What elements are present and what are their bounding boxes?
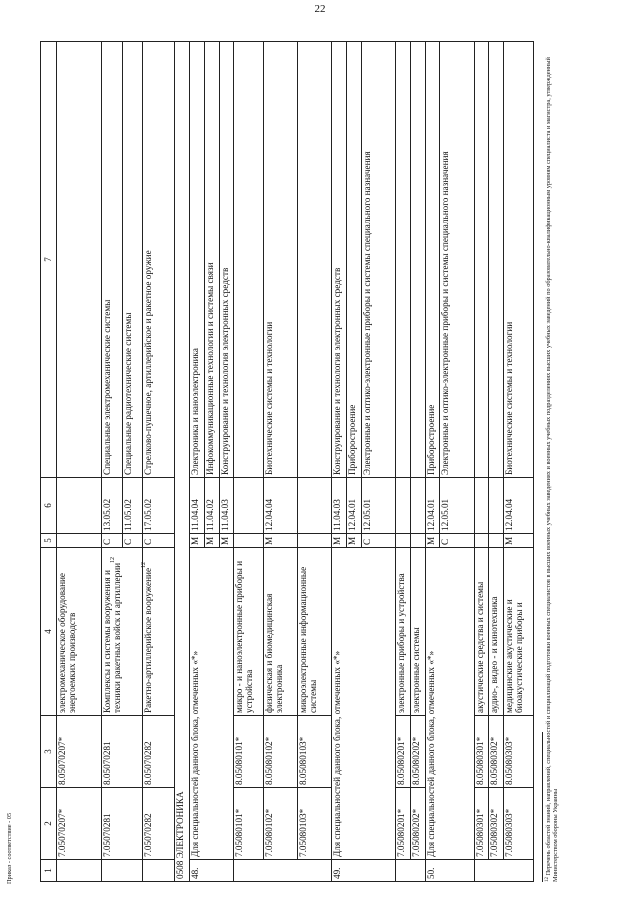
cell-level: С: [143, 534, 175, 548]
cell-rf-code: 12.05.01: [440, 478, 474, 534]
cell-level: С: [102, 534, 122, 548]
cell-level: М: [504, 534, 534, 548]
cell-rf-code: [298, 478, 332, 534]
cell-specialty-name: Комплексы и системы вооружения и техники ракетных войск и артиллерии$^{12}$: [102, 548, 143, 716]
cell-rf-name: [474, 42, 489, 478]
cell-code-specialist: 7.05070207*: [56, 788, 102, 860]
cell-rf-code: [396, 478, 411, 534]
column-header: 3: [41, 716, 57, 788]
cell-block-description: Для специальностей данного блока, отмеченных «*»: [332, 548, 396, 860]
cell-code-master: 8.05080303*: [504, 716, 534, 788]
cell-rf-name: [396, 42, 411, 478]
cell-level: [234, 534, 264, 548]
column-header: 7: [41, 42, 57, 478]
cell-rf-name: Конструирование и технология электронных средств: [332, 42, 347, 478]
cell-specialty-name: микроэлектронные информационные системы: [298, 548, 332, 716]
cell-rf-name: Электронные и оптико-электронные приборы и системы специального назначения: [440, 42, 474, 478]
table-row: [298, 42, 332, 882]
table-row: [425, 42, 440, 882]
cell-rf-name: Электронные и оптико-электронные приборы и системы специального назначения: [361, 42, 395, 478]
cell-level: [396, 534, 411, 548]
table-row: [102, 42, 122, 882]
cell-code-specialist: 7.05080103*: [298, 788, 332, 860]
table-row: [332, 42, 347, 882]
footnote-divider: [542, 732, 543, 882]
table-row: [396, 42, 411, 882]
footnote-text: Перечень областей знаний, направлений, специальностей и специализаций подготовки военных специалистов в высших военных учебных заведениях и военных учебных подразделениях высших учебных заведений по образовательно-квалификационным уровням специалиста и магистра, утвержденный Министерством обороны Украины: [545, 57, 560, 882]
table-row: [234, 42, 264, 882]
cell-rf-code: 12.04.04: [504, 478, 534, 534]
cell-rf-name: [489, 42, 504, 478]
cell-rf-name: [410, 42, 425, 478]
cell-number: [143, 860, 175, 882]
cell-code-master: 8.05070282: [143, 716, 175, 788]
cell-number: [234, 860, 332, 882]
cell-level: М: [264, 534, 298, 548]
cell-code-specialist: 7.05080102*: [264, 788, 298, 860]
table-row: [474, 42, 489, 882]
cell-specialty-name: физическая и биомедицинская электроника: [264, 548, 298, 716]
cell-code-specialist: 7.05080201*: [396, 788, 411, 860]
cell-rf-code: [410, 478, 425, 534]
cell-specialty-name: электронные приборы и устройства: [396, 548, 411, 716]
cell-rf-name: [56, 42, 102, 478]
cell-rf-code: 12.05.01: [361, 478, 395, 534]
cell-code-master: 8.05080302*: [489, 716, 504, 788]
cell-level: [489, 534, 504, 548]
cell-specialty-name: электромеханическое оборудование энергоемких производств: [56, 548, 102, 716]
column-header: 2: [41, 788, 57, 860]
cell-level: М: [347, 534, 362, 548]
cell-code-master: 8.05070207*: [56, 716, 102, 788]
rotated-page-content: [40, 42, 565, 882]
cell-level: [474, 534, 489, 548]
cell-rf-code: [56, 478, 102, 534]
column-header: 5: [41, 534, 57, 548]
cell-level: С: [122, 534, 142, 548]
cell-rf-name: Биотехнические системы и технологии: [504, 42, 534, 478]
cell-rf-code: 11.04.04: [190, 478, 205, 534]
footnote-mark: 12: [545, 877, 550, 882]
cell-level: [410, 534, 425, 548]
footnote-ref: 12: [141, 561, 148, 568]
cell-number: 49.: [332, 860, 396, 882]
cell-code-master: 8.05080202*: [410, 716, 425, 788]
table-row: [264, 42, 298, 882]
correspondence-table: [40, 41, 534, 882]
table-header-row: [41, 42, 57, 882]
cell-block-description: Для специальностей данного блока, отмеченных «*»: [425, 548, 474, 860]
table-row: [410, 42, 425, 882]
cell-rf-name: Приборостроение: [425, 42, 440, 478]
cell-rf-code: [474, 478, 489, 534]
cell-level: М: [190, 534, 205, 548]
page-number: 22: [314, 3, 326, 15]
cell-rf-code: 11.04.02: [204, 478, 219, 534]
cell-number: 50.: [425, 860, 474, 882]
cell-rf-code: 11.04.03: [219, 478, 234, 534]
cell-rf-code: 12.04.04: [264, 478, 298, 534]
table-row: [489, 42, 504, 882]
cell-code-specialist: 7.05070282: [143, 788, 175, 860]
cell-level: [298, 534, 332, 548]
cell-rf-name: [234, 42, 264, 478]
cell-code-specialist: 7.05080303*: [504, 788, 534, 860]
table-row: [56, 42, 102, 882]
section-row: [175, 42, 190, 882]
cell-level: М: [332, 534, 347, 548]
cell-specialty-name: Ракетно-артиллерийское вооружение$^{12}$: [143, 548, 175, 716]
cell-code-specialist: 7.05070281: [102, 788, 143, 860]
section-title: 0508 ЭЛЕКТРОНИКА: [175, 42, 190, 882]
cell-rf-name: Специальные радиотехнические системы: [122, 42, 142, 478]
table-row: [504, 42, 534, 882]
cell-rf-name: Инфокоммуникационные технологии и системы связи: [204, 42, 219, 478]
cell-level: С: [361, 534, 395, 548]
cell-rf-code: [489, 478, 504, 534]
cell-number: 48.: [190, 860, 234, 882]
cell-specialty-name: медицинские акустические и биоакустические приборы и: [504, 548, 534, 716]
cell-specialty-name: аудио-, видео - и кинотехника: [489, 548, 504, 716]
footnote: [545, 42, 559, 882]
cell-rf-code: 13.05.02: [102, 478, 122, 534]
cell-rf-code: 11.04.03: [332, 478, 347, 534]
cell-specialty-name: акустические средства и системы: [474, 548, 489, 716]
cell-code-master: 8.05080101*: [234, 716, 264, 788]
cell-code-specialist: 7.05080301*: [474, 788, 489, 860]
cell-rf-code: 17.05.02: [143, 478, 175, 534]
cell-rf-code: 11.05.02: [122, 478, 142, 534]
cell-code-master: 8.05080301*: [474, 716, 489, 788]
cell-rf-code: 12.04.01: [425, 478, 440, 534]
column-header: 6: [41, 478, 57, 534]
cell-specialty-name: электронные системы: [410, 548, 425, 716]
cell-number: [102, 860, 143, 882]
cell-code-master: 8.05070281: [102, 716, 143, 788]
cell-specialty-name: микро - и наноэлектронные приборы и устройства: [234, 548, 264, 716]
footnote-ref: 12: [110, 556, 117, 563]
cell-code-specialist: 7.05080202*: [410, 788, 425, 860]
table-row: [190, 42, 205, 882]
document-code: Приказ - соответствие - 05: [6, 812, 13, 884]
cell-rf-code: 12.04.01: [347, 478, 362, 534]
cell-code-master: 8.05080201*: [396, 716, 411, 788]
cell-number: [56, 860, 102, 882]
cell-level: М: [219, 534, 234, 548]
cell-number: [474, 860, 533, 882]
cell-rf-name: Биотехнические системы и технологии: [264, 42, 298, 478]
cell-code-specialist: 7.05080101*: [234, 788, 264, 860]
cell-rf-code: [234, 478, 264, 534]
cell-level: [56, 534, 102, 548]
cell-level: М: [204, 534, 219, 548]
column-header: 4: [41, 548, 57, 716]
cell-rf-name: Приборостроение: [347, 42, 362, 478]
cell-rf-name: Конструирование и технология электронных средств: [219, 42, 234, 478]
cell-code-master: 8.05080103*: [298, 716, 332, 788]
table-row: [143, 42, 175, 882]
cell-level: С: [440, 534, 474, 548]
cell-code-specialist: 7.05080302*: [489, 788, 504, 860]
cell-code-master: 8.05080102*: [264, 716, 298, 788]
column-header: 1: [41, 860, 57, 882]
cell-rf-name: Специальные электромеханические системы: [102, 42, 122, 478]
cell-block-description: Для специальностей данного блока, отмеченных «*»: [190, 548, 234, 860]
cell-number: [396, 860, 426, 882]
cell-level: М: [425, 534, 440, 548]
cell-rf-name: [298, 42, 332, 478]
cell-rf-name: Стрелково-пушечное, артиллерийское и ракетное оружие: [143, 42, 175, 478]
cell-rf-name: Электроника и наноэлектроника: [190, 42, 205, 478]
